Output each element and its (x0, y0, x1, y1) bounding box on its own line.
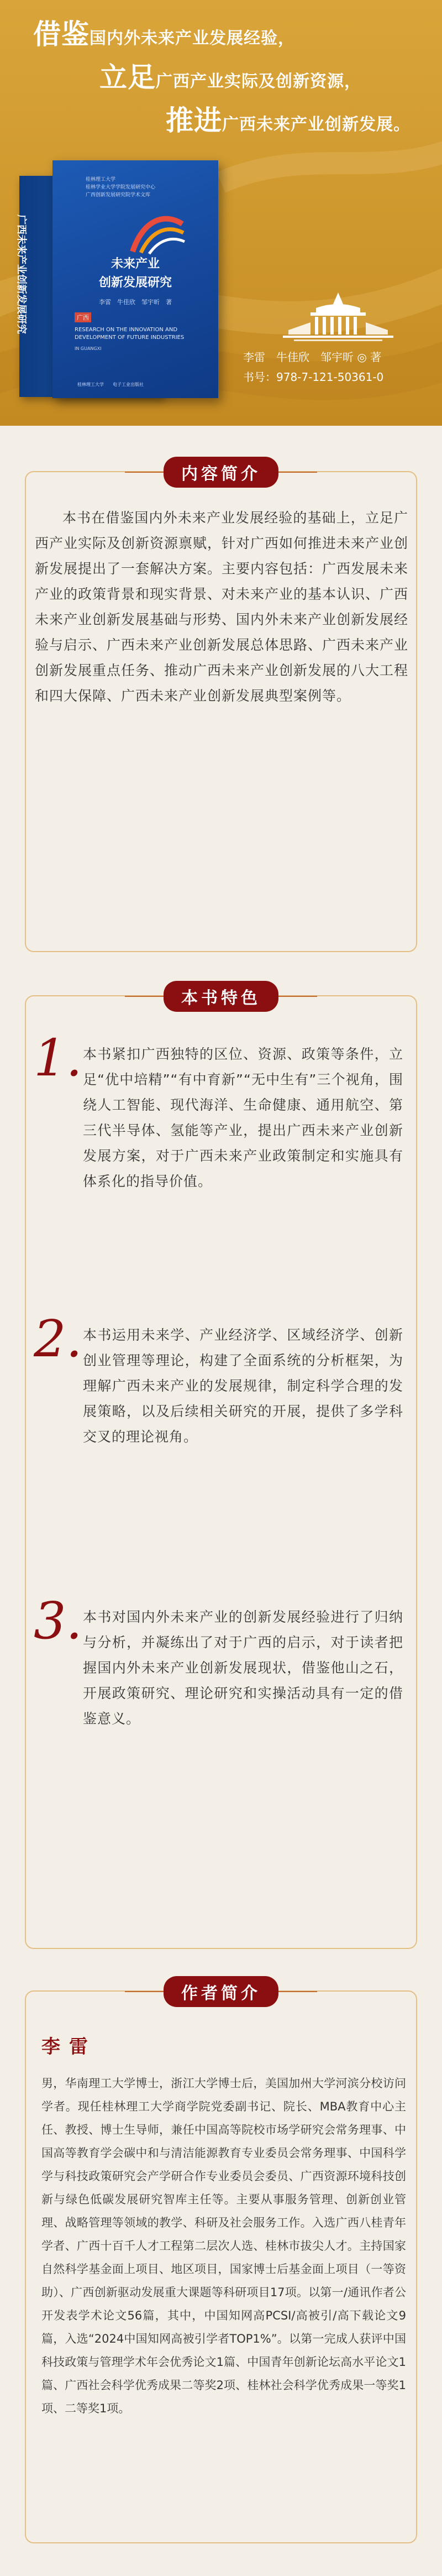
book-title-line-2: 创新发展研究 (98, 275, 172, 290)
intro-text: 本书在借鉴国内外未来产业发展经验的基础上，立足广西产业实际及创新资源禀赋，针对广西如何推进未来产业创新发展提出了一套解决方案。主要内容包括：广西发展未来产业的政策背景和现实背景、对未来产业的基本认识、广西未来产业创新发展基础与形势、国内外未来产业创新发展经验与启示、广西未来产业创新发展总体思路、广西未来产业创新发展重点任务、推动广西未来产业创新发展的八大工程和四大保障、广西未来产业创新发展典型案例等。 (35, 510, 409, 704)
slogan-3-emphasis: 推进 (166, 104, 222, 137)
book-english-title: RESEARCH ON THE INNOVATION AND DEVELOPMENT OF FUTURE INDUSTRIES (75, 327, 185, 341)
slogan-3-text: 广西未来产业创新发展。 (222, 115, 411, 134)
author-section-title: 作者简介 (164, 1976, 278, 2007)
header-banner (0, 0, 442, 426)
intro-section (25, 464, 417, 952)
book-spine-title: 广西未来产业创新发展研究 (15, 215, 27, 334)
guangxi-logo-mark (127, 213, 188, 257)
title-rule-left (125, 472, 164, 473)
author-bio: 男，华南理工大学博士，浙江大学博士后，美国加州大学河滨分校访问学者。现任桂林理工大学商学院党委副书记、院长、MBA教育中心主任、教授、博士生导师，兼任中国高等院校市场学研究会常务理事、中国高等教育学会碳中和与清洁能源教育专业委员会常务理事、中国科学学与科技政策研究会产学研合作专业委员会委员、广西资源环境科技创新与绿色低碳发展研究智库主任等。主要从事服务管理、创新创业管理、战略管理等领域的教学、科研及社会服务工作。入选广西八桂青年学者、广西十百千人才工程第二层次人选、桂林市拔尖人才。主持国家自然科学基金面上项目、地区项目，国家博士后基金面上项目（一等资助）、广西创新驱动发展重大课题等科研项目17项。以第一/通讯作者公开发表学术论文56篇，其中，中国知网高PCSI/高被引/高下载论文9篇，入选“2024中国知网高被引学者TOP1%”。以第一完成人获评中国科技政策与管理学术年会优秀论文1篇、中国青年创新论坛高水平论文1篇、广西社会科学优秀成果二等奖2项、桂林社会科学优秀成果一等奖1项、二等奖1项。 (41, 2077, 406, 2415)
slogan-2-emphasis: 立足 (99, 61, 156, 93)
author-title-wrap (125, 1976, 317, 2007)
feature-text: 本书紧扣广西独特的区位、资源、政策等条件，立足“优中培精”“有中育新”“无中生有”三个视角，围绕人工智能、现代海洋、生命健康、通用航空、第三代半导体、氢能等产业，提出广西未来产业创新发展方案，对于广西未来产业政策制定和实施具有体系化的指导价值。 (83, 1046, 403, 1189)
book-cover (52, 160, 218, 398)
book-series-badge: 广西 (75, 312, 91, 322)
title-rule-right (278, 996, 317, 997)
feature-text: 本书运用未来学、产业经济学、区域经济学、创新创业管理等理论，构建了全面系统的分析框架，为理解广西未来产业的发展规律，制定科学合理的发展策略，以及后续相关研究的开展，提供了多学科交叉的理论视角。 (83, 1327, 403, 1445)
slogan-2-text: 广西产业实际及创新资源， (156, 72, 361, 91)
header-isbn: 书号：978-7-121-50361-0 (243, 370, 384, 384)
features-section (25, 989, 417, 1949)
slogan-1-text: 国内外未来产业发展经验， (90, 29, 295, 48)
features-section-title: 本书特色 (164, 981, 278, 1012)
header-authors: 李雷 牛佳欣 邹宇昕 ◎ 著 (243, 351, 382, 364)
feature-number: 1. (34, 1028, 82, 1088)
slogan-line-2 (99, 55, 361, 95)
feature-text: 本书对国内外未来产业的创新发展经验进行了归纳与分析，并凝练出了对于广西的启示，对于读者把握国内外未来产业创新发展现状，借鉴他山之石，开展政策研究、理论研究和实操活动具有一定的借鉴意义。 (83, 1609, 403, 1727)
title-rule-right (278, 1991, 317, 1992)
book-top-lines: 桂林理工大学 桂林学业大学学院发展研究中心 广西创新发展研究院学术文库 (86, 177, 156, 198)
book-english-subtitle: IN GUANGXI (75, 346, 102, 351)
feature-number: 2. (34, 1309, 82, 1368)
book-title (52, 254, 218, 292)
title-rule-left (125, 996, 164, 997)
intro-title-wrap (125, 457, 317, 488)
book-title-line-1: 未来产业 (110, 257, 160, 271)
book-authors: 李雷 牛佳欣 邹宇昕 著 (99, 299, 172, 306)
book-publisher-logos: 桂林理工大学 电子工业出版社 (77, 382, 144, 387)
slogan-1-emphasis: 借鉴 (33, 18, 90, 50)
title-rule-left (125, 1991, 164, 1992)
landmark-building-icon (283, 290, 393, 343)
features-title-wrap (125, 981, 317, 1012)
author-name: 李雷 (41, 2036, 97, 2058)
intro-section-title: 内容简介 (164, 457, 278, 488)
slogan-line-1 (33, 12, 295, 52)
slogan-line-3 (166, 98, 411, 138)
title-rule-right (278, 472, 317, 473)
author-section (25, 1984, 417, 2543)
feature-number: 3. (34, 1591, 82, 1650)
